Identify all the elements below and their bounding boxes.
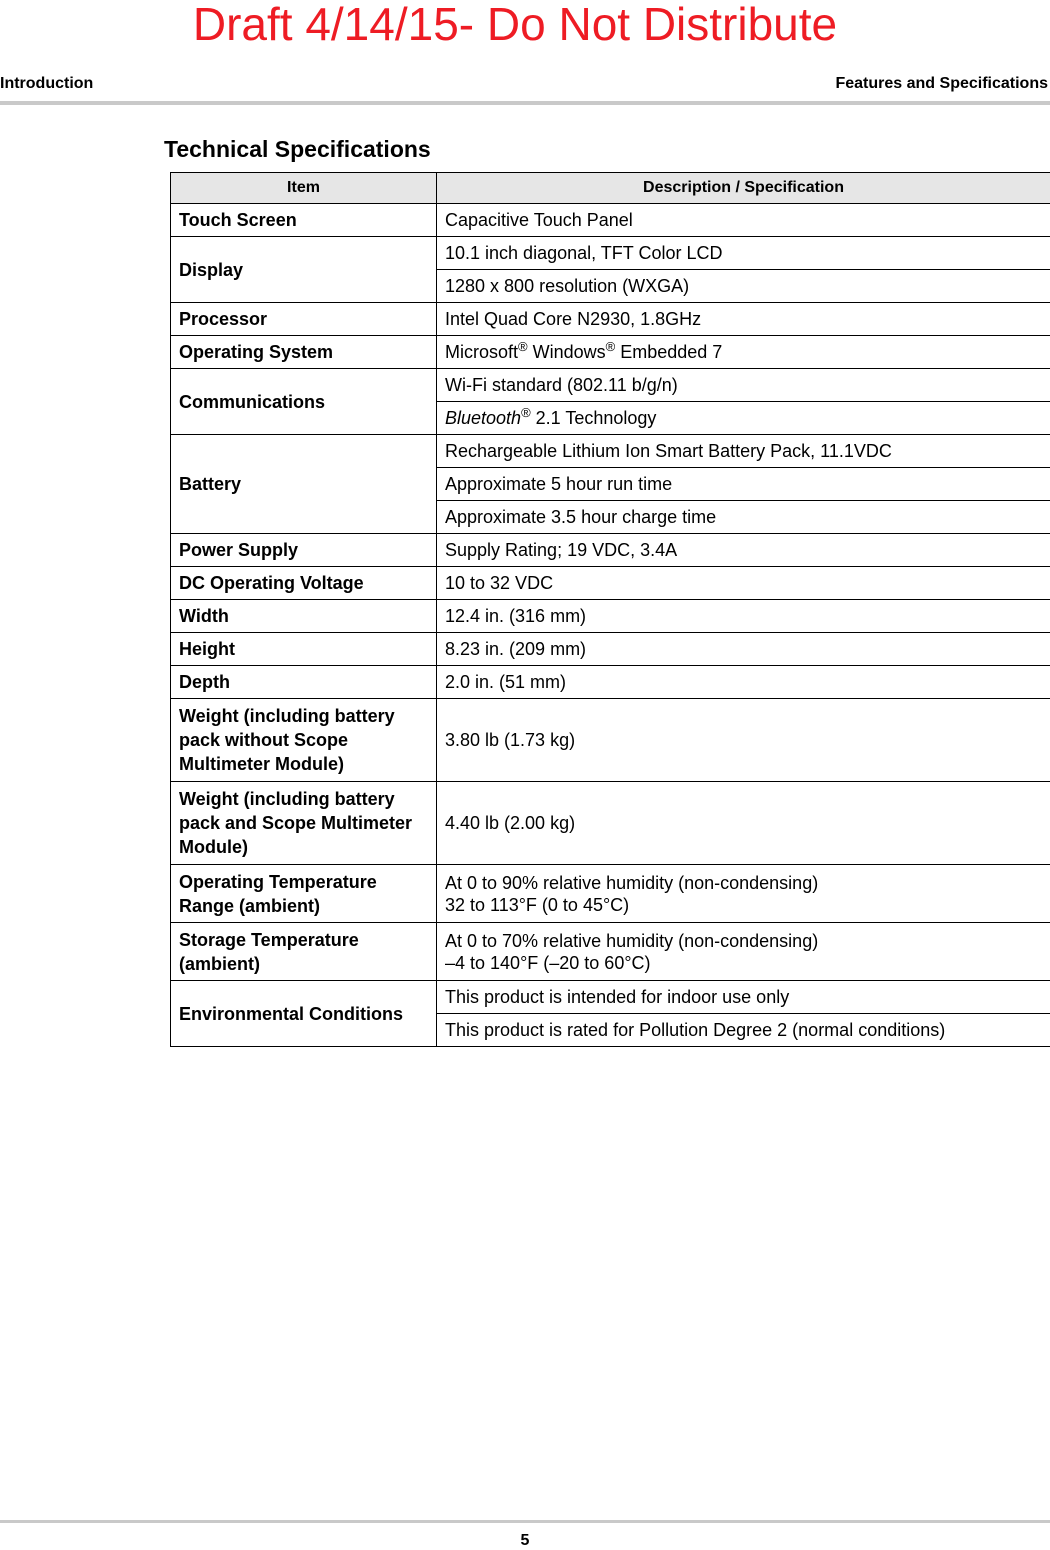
spec-item: Touch Screen bbox=[171, 204, 437, 237]
header-rule bbox=[0, 101, 1050, 105]
table-row bbox=[171, 666, 1050, 699]
os-name: Windows bbox=[527, 342, 606, 362]
spec-value: 10 to 32 VDC bbox=[437, 567, 1050, 600]
spec-item: Width bbox=[171, 600, 437, 633]
spec-value: 1280 x 800 resolution (WXGA) bbox=[437, 270, 1050, 303]
table-row bbox=[171, 435, 1050, 468]
temperature-range: –4 to 140°F (–20 to 60°C) bbox=[445, 952, 651, 973]
spec-value: 8.23 in. (209 mm) bbox=[437, 633, 1050, 666]
table-row bbox=[171, 865, 1050, 923]
os-edition: Embedded 7 bbox=[615, 342, 723, 362]
spec-item: Height bbox=[171, 633, 437, 666]
spec-value bbox=[437, 336, 1050, 369]
column-header-item: Item bbox=[171, 173, 437, 204]
spec-value: 4.40 lb (2.00 kg) bbox=[437, 782, 1050, 865]
spec-value: 3.80 lb (1.73 kg) bbox=[437, 699, 1050, 782]
spec-value bbox=[437, 865, 1050, 923]
spec-value bbox=[437, 402, 1050, 435]
draft-watermark: Draft 4/14/15- Do Not Distribute bbox=[192, 0, 838, 50]
spec-table bbox=[170, 172, 1050, 1047]
header-section-left: Introduction bbox=[0, 75, 94, 92]
bluetooth-brand: Bluetooth bbox=[445, 408, 522, 428]
table-row bbox=[171, 782, 1050, 865]
spec-item: DC Operating Voltage bbox=[171, 567, 437, 600]
column-header-description: Description / Specification bbox=[437, 173, 1050, 204]
footer-rule bbox=[0, 1520, 1050, 1523]
table-header-row bbox=[171, 173, 1050, 204]
registered-mark: ® bbox=[605, 339, 616, 354]
spec-item: Depth bbox=[171, 666, 437, 699]
spec-value: Intel Quad Core N2930, 1.8GHz bbox=[437, 303, 1050, 336]
spec-value: Rechargeable Lithium Ion Smart Battery Pack, 11.1VDC bbox=[437, 435, 1050, 468]
temperature-range: 32 to 113°F (0 to 45°C) bbox=[445, 894, 630, 915]
spec-value: 12.4 in. (316 mm) bbox=[437, 600, 1050, 633]
table-row bbox=[171, 204, 1050, 237]
spec-value: Capacitive Touch Panel bbox=[437, 204, 1050, 237]
spec-item: Storage Temperature (ambient) bbox=[171, 923, 437, 981]
table-row bbox=[171, 534, 1050, 567]
section-title: Technical Specifications bbox=[164, 136, 431, 162]
registered-mark: ® bbox=[521, 405, 531, 420]
table-row bbox=[171, 369, 1050, 402]
spec-value: 10.1 inch diagonal, TFT Color LCD bbox=[437, 237, 1050, 270]
spec-item: Communications bbox=[171, 369, 437, 435]
spec-item: Processor bbox=[171, 303, 437, 336]
spec-item: Display bbox=[171, 237, 437, 303]
table-row bbox=[171, 981, 1050, 1014]
os-vendor: Microsoft bbox=[445, 342, 519, 362]
spec-item: Operating System bbox=[171, 336, 437, 369]
table-row bbox=[171, 600, 1050, 633]
table-row bbox=[171, 303, 1050, 336]
table-row bbox=[171, 633, 1050, 666]
spec-value: This product is rated for Pollution Degree 2 (normal conditions) bbox=[437, 1014, 1050, 1047]
spec-value bbox=[437, 923, 1050, 981]
spec-value: 2.0 in. (51 mm) bbox=[437, 666, 1050, 699]
humidity-range: At 0 to 90% relative humidity (non-condensing) bbox=[445, 872, 819, 893]
registered-mark: ® bbox=[518, 339, 528, 354]
table-row bbox=[171, 699, 1050, 782]
spec-item: Battery bbox=[171, 435, 437, 534]
table-row bbox=[171, 567, 1050, 600]
spec-item: Operating Temperature Range (ambient) bbox=[171, 865, 437, 923]
spec-item: Weight (including battery pack and Scope Multimeter Module) bbox=[171, 782, 437, 865]
spec-value: Supply Rating; 19 VDC, 3.4A bbox=[437, 534, 1050, 567]
header-section-right: Features and Specifications bbox=[835, 75, 1048, 92]
humidity-range: At 0 to 70% relative humidity (non-condensing) bbox=[445, 930, 819, 951]
spec-item: Weight (including battery pack without Scope Multimeter Module) bbox=[171, 699, 437, 782]
table-row bbox=[171, 923, 1050, 981]
spec-value: Wi-Fi standard (802.11 b/g/n) bbox=[437, 369, 1050, 402]
table-row bbox=[171, 237, 1050, 270]
table-row bbox=[171, 336, 1050, 369]
spec-value: This product is intended for indoor use only bbox=[437, 981, 1050, 1014]
spec-value: Approximate 3.5 hour charge time bbox=[437, 501, 1050, 534]
spec-value: Approximate 5 hour run time bbox=[437, 468, 1050, 501]
spec-item: Power Supply bbox=[171, 534, 437, 567]
page-number: 5 bbox=[520, 1532, 530, 1549]
bluetooth-version: 2.1 Technology bbox=[530, 408, 657, 428]
spec-item: Environmental Conditions bbox=[171, 981, 437, 1047]
